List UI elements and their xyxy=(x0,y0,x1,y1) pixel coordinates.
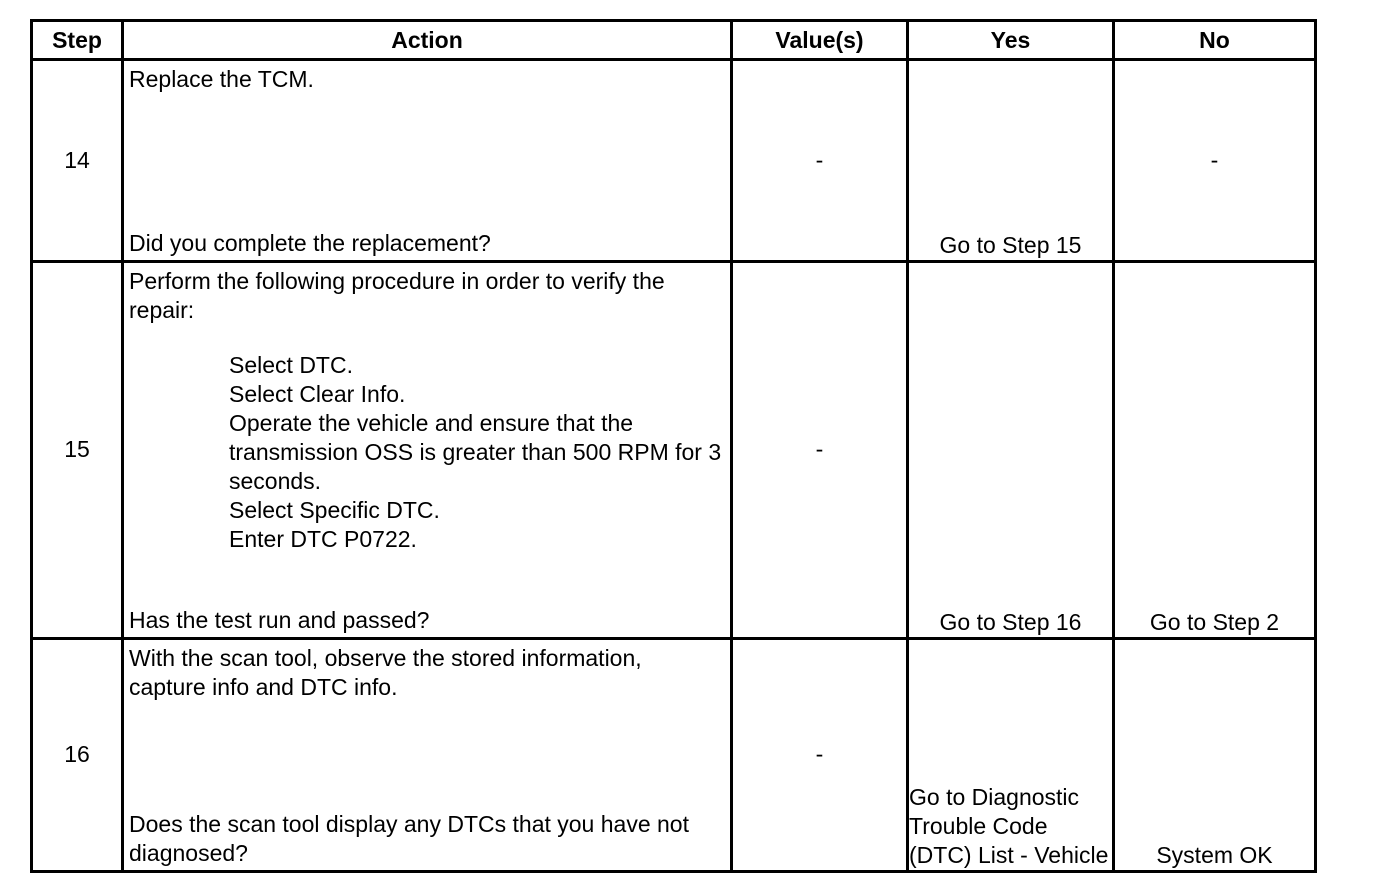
header-yes: Yes xyxy=(908,21,1114,60)
diagnostic-table xyxy=(30,19,1317,873)
action-cell xyxy=(123,60,732,262)
list-item: Enter DTC P0722. xyxy=(229,526,417,553)
action-intro: Perform the following procedure in order to verify the repair: xyxy=(129,268,665,324)
step-number: 15 xyxy=(32,262,123,638)
step-number: 16 xyxy=(32,638,123,871)
header-no: No xyxy=(1114,21,1316,60)
list-item: Select DTC. xyxy=(229,352,353,379)
list-item: Select Clear Info. xyxy=(229,381,406,408)
header-action: Action xyxy=(123,21,732,60)
value-cell: - xyxy=(732,262,908,638)
action-question: Does the scan tool display any DTCs that you have not diagnosed? xyxy=(129,811,689,866)
list-item: Operate the vehicle and ensure that the transmission OSS is greater than 500 RPM for 3 seconds. xyxy=(229,410,722,495)
action-intro: With the scan tool, observe the stored information, capture info and DTC info. xyxy=(129,644,642,700)
yes-cell: Go to Step 15 xyxy=(908,60,1114,262)
action-question: Did you complete the replacement? xyxy=(129,230,491,257)
header-row xyxy=(32,21,1316,60)
table-row-step-16 xyxy=(32,638,1316,871)
no-cell: Go to Step 2 xyxy=(1114,262,1316,638)
header-values: Value(s) xyxy=(732,21,908,60)
no-cell: System OK xyxy=(1114,638,1316,871)
step-number: 14 xyxy=(32,60,123,262)
procedure-list xyxy=(229,351,724,554)
header-step: Step xyxy=(32,21,123,60)
action-intro: Replace the TCM. xyxy=(129,66,314,92)
value-cell: - xyxy=(732,60,908,262)
no-cell: - xyxy=(1114,60,1316,262)
yes-cell: Go to Diagnostic Trouble Code (DTC) List - Vehicle xyxy=(908,638,1114,871)
action-cell xyxy=(123,638,732,871)
table-row-step-14 xyxy=(32,60,1316,262)
table-row-step-15 xyxy=(32,262,1316,638)
yes-cell: Go to Step 16 xyxy=(908,262,1114,638)
list-item: Select Specific DTC. xyxy=(229,497,440,524)
value-cell: - xyxy=(732,638,908,871)
action-cell xyxy=(123,262,732,638)
action-question: Has the test run and passed? xyxy=(129,606,430,633)
